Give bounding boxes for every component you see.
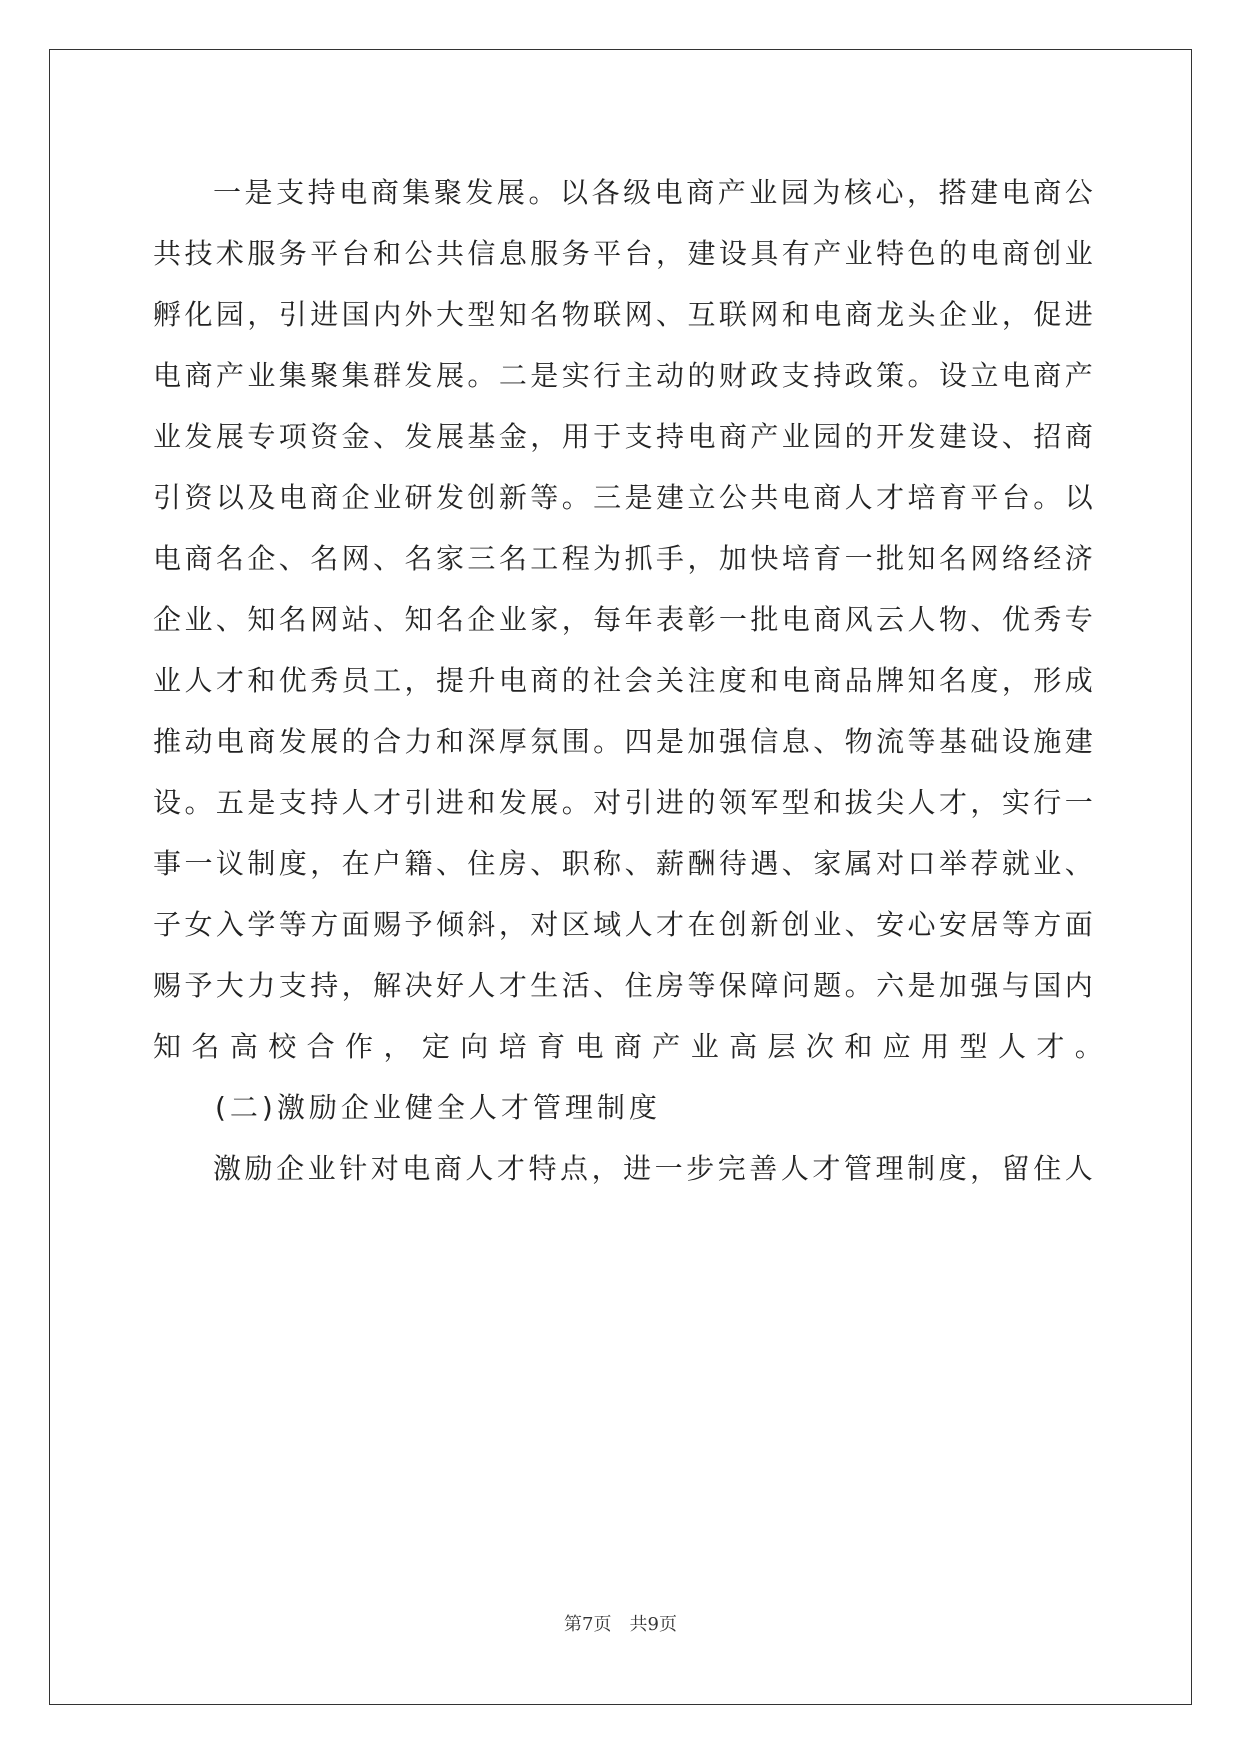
section-heading: (二)激励企业健全人才管理制度 [215,1090,661,1124]
text-line: 业 人 才 和 优 秀 员 工 ， 提 升 电 商 的 社 会 关 注 度 和 电 商 品 牌 知 名 度 ， 形 成 [153,663,1093,697]
text-line: 电 商 名 企 、 名 网 、 名 家 三 名 工 程 为 抓 手 ， 加 快 培 育 一 批 知 名 网 络 经 济 [153,541,1093,575]
text-line: 业 发 展 专 项 资 金 、 发 展 基 金 ， 用 于 支 持 电 商 产 业 园 的 开 发 建 设 、 招 商 [153,419,1093,453]
text-line: 孵 化 园 ， 引 进 国 内 外 大 型 知 名 物 联 网 、 互 联 网 和 电 商 龙 头 企 业 ， 促 进 [153,297,1093,331]
paragraph-2 [153,1136,1093,1197]
paragraph-1 [153,160,1103,1075]
text-line: 一 是 支 持 电 商 集 聚 发 展 。 以 各 级 电 商 产 业 园 为 核 心 ， 搭 建 电 商 公 [213,175,1093,209]
text-line: 推 动 电 商 发 展 的 合 力 和 深 厚 氛 围 。 四 是 加 强 信 息 、 物 流 等 基 础 设 施 建 [153,724,1093,758]
text-line: 引 资 以 及 电 商 企 业 研 发 创 新 等 。 三 是 建 立 公 共 电 商 人 才 培 育 平 台 。 以 [153,480,1093,514]
text-line: 电 商 产 业 集 聚 集 群 发 展 。 二 是 实 行 主 动 的 财 政 支 持 政 策 。 设 立 电 商 产 [153,358,1093,392]
text-line: 知 名 高 校 合 作 ， 定 向 培 育 电 商 产 业 高 层 次 和 应 用 型 人 才 。 [153,1029,1103,1063]
text-line: 赐 予 大 力 支 持 ， 解 决 好 人 才 生 活 、 住 房 等 保 障 问 题 。 六 是 加 强 与 国 内 [153,968,1093,1002]
document-body [153,160,1103,1197]
text-line: 共 技 术 服 务 平 台 和 公 共 信 息 服 务 平 台 ， 建 设 具 有 产 业 特 色 的 电 商 创 业 [153,236,1093,270]
text-line: 企 业 、 知 名 网 站 、 知 名 企 业 家 ， 每 年 表 彰 一 批 电 商 风 云 人 物 、 优 秀 专 [153,602,1093,636]
text-line: 设 。 五 是 支 持 人 才 引 进 和 发 展 。 对 引 进 的 领 军 型 和 拔 尖 人 才 ， 实 行 一 [153,785,1093,819]
text-line: 子 女 入 学 等 方 面 赐 予 倾 斜 ， 对 区 域 人 才 在 创 新 创 业 、 安 心 安 居 等 方 面 [153,907,1093,941]
page-footer: 第7页 共9页 [564,1614,677,1635]
text-line: 激 励 企 业 针 对 电 商 人 才 特 点 ， 进 一 步 完 善 人 才 管 理 制 度 ， 留 住 人 [213,1151,1093,1185]
text-line: 事 一 议 制 度 ， 在 户 籍 、 住 房 、 职 称 、 薪 酬 待 遇 、 家 属 对 口 举 荐 就 业 、 [153,846,1093,880]
